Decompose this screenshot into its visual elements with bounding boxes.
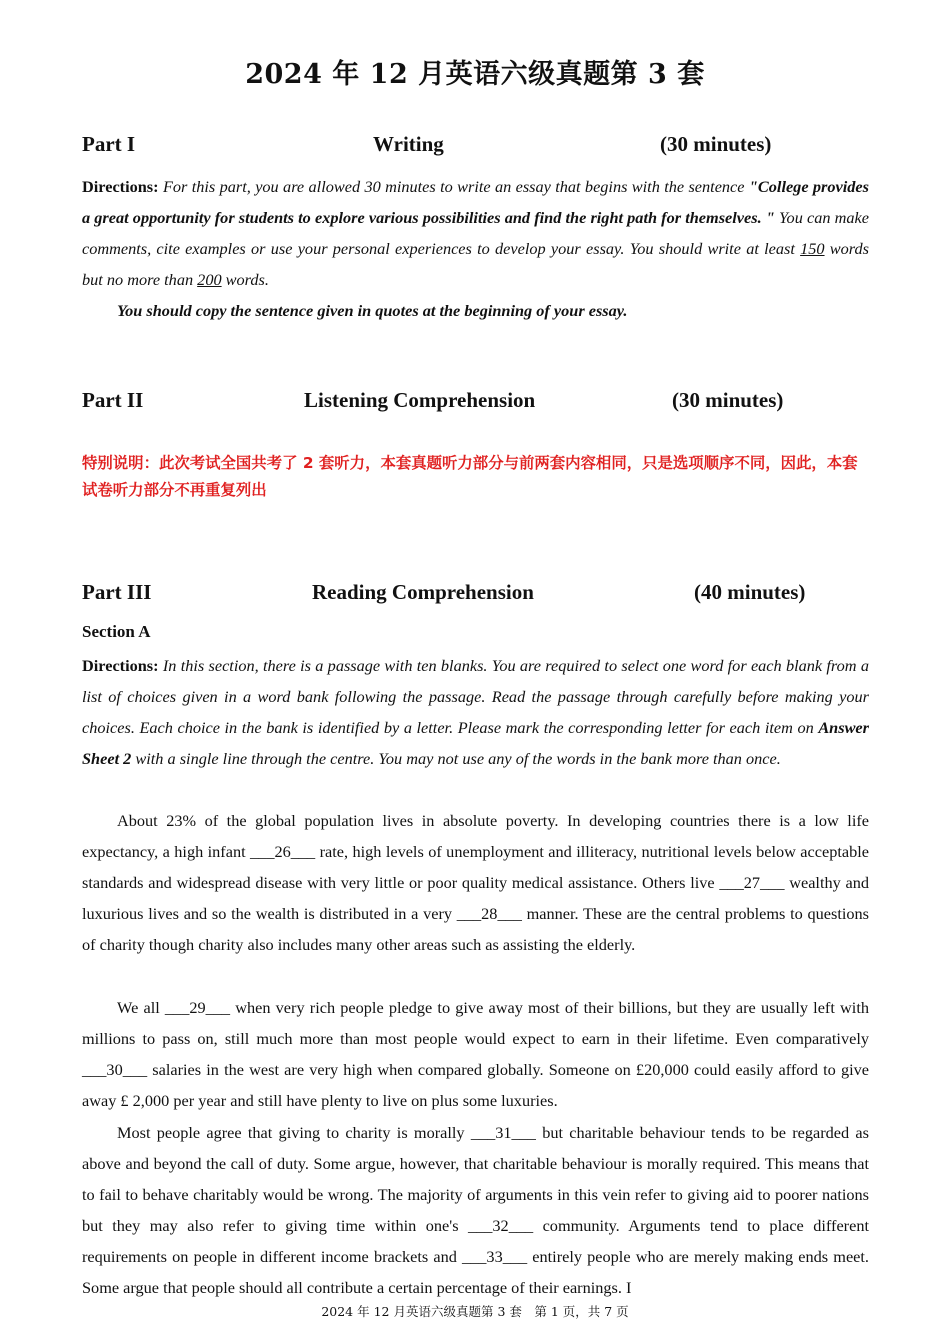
- section-a-directions-label: Directions:: [82, 656, 159, 675]
- part2-label: Part II: [82, 388, 144, 412]
- writing-copy-note-line: [82, 295, 869, 326]
- section-a-heading: Section A: [82, 622, 151, 641]
- writing-copy-note: You should copy the sentence given in quotes at the beginning of your essay.: [117, 301, 628, 320]
- part1-header: [82, 132, 872, 160]
- page-footer: 2024 年 12 月英语六级真题第 3 套 第 1 页，共 7 页: [321, 1304, 629, 1319]
- writing-directions: [82, 171, 869, 295]
- listening-notice: 特别说明：此次考试全国共考了 2 套听力，本套真题听力部分与前两套内容相同，只是选项顺序不同，因此，本套试卷听力部分不再重复列出: [82, 454, 858, 499]
- part2-time: (30 minutes): [672, 388, 784, 412]
- part1-time: (30 minutes): [660, 132, 772, 156]
- page-title: 2024 年 12 月英语六级真题第 3 套: [245, 59, 705, 90]
- section-a-directions: [82, 650, 869, 774]
- writing-text-c: words but no more than: [82, 239, 869, 289]
- part3-header: [82, 580, 872, 608]
- part1-name: Writing: [373, 132, 444, 156]
- writing-quote: "College provides a great opportunity for students to explore various possibilities and find the right path for themselves. ": [82, 177, 869, 227]
- part3-label: Part III: [82, 580, 152, 604]
- part2-name: Listening Comprehension: [304, 388, 536, 412]
- writing-text-a: For this part, you are allowed 30 minutes to write an essay that begins with the sentence: [158, 177, 749, 196]
- answer-sheet-ref: Answer Sheet 2: [82, 718, 869, 768]
- part2-header: [82, 388, 872, 416]
- part3-time: (40 minutes): [694, 580, 806, 604]
- writing-max-words: 200: [197, 270, 222, 289]
- passage-paragraph-2: We all ___29___ when very rich people pledge to give away most of their billions, but they are usually left with millions to pass on, still much more than most people would expect to earn in their lifetime. Even comparatively ___30___ salaries in the west are very high when compared globally. Someone on £20,000 could easily afford to give away £ 2,000 per year and still have plenty to live on plus some luxuries.: [82, 998, 869, 1110]
- writing-text-b: You can make comments, cite examples or use your personal experiences to develop your essay. You should write at least: [82, 208, 869, 258]
- part1-label: Part I: [82, 132, 136, 156]
- passage-paragraph-3: Most people agree that giving to charity is morally ___31___ but charitable behaviour tends to be regarded as above and beyond the call of duty. Some argue, however, that charitable behaviour is morally required. This means that to fail to behave charitably would be wrong. The majority of arguments in this vein refer to giving aid to poorer nations but they may also refer to giving time within one's ___32___ community. Arguments tend to place different requirements on people in different income brackets and ___33___ entirely people who are merely making ends meet. Some argue that people should all contribute a certain percentage of their earnings. I: [82, 1123, 869, 1297]
- section-a-text-b: with a single line through the centre. You may not use any of the words in the bank more than once.: [131, 749, 781, 768]
- part3-name: Reading Comprehension: [312, 580, 534, 604]
- writing-min-words: 150: [800, 239, 825, 258]
- passage-paragraph-1: About 23% of the global population lives in absolute poverty. In developing countries there is a low life expectancy, a high infant ___26___ rate, high levels of unemployment and illiteracy, nutritional levels below acceptable standards and widespread disease with very little or poor quality medical assistance. Others live ___27___ wealthy and luxurious lives and so the wealth is distributed in a very ___28___ manner. These are the central problems to questions of charity though charity also includes many other areas such as assisting the elderly.: [82, 811, 869, 954]
- writing-text-d: words.: [221, 270, 269, 289]
- writing-directions-label: Directions:: [82, 177, 159, 196]
- section-a-text-a: In this section, there is a passage with ten blanks. You are required to select one word for each blank from a list of choices given in a word bank following the passage. Read the passage through carefully before making your choices. Each choice in the bank is identified by a letter. Please mark the corresponding letter for each item on: [82, 656, 869, 737]
